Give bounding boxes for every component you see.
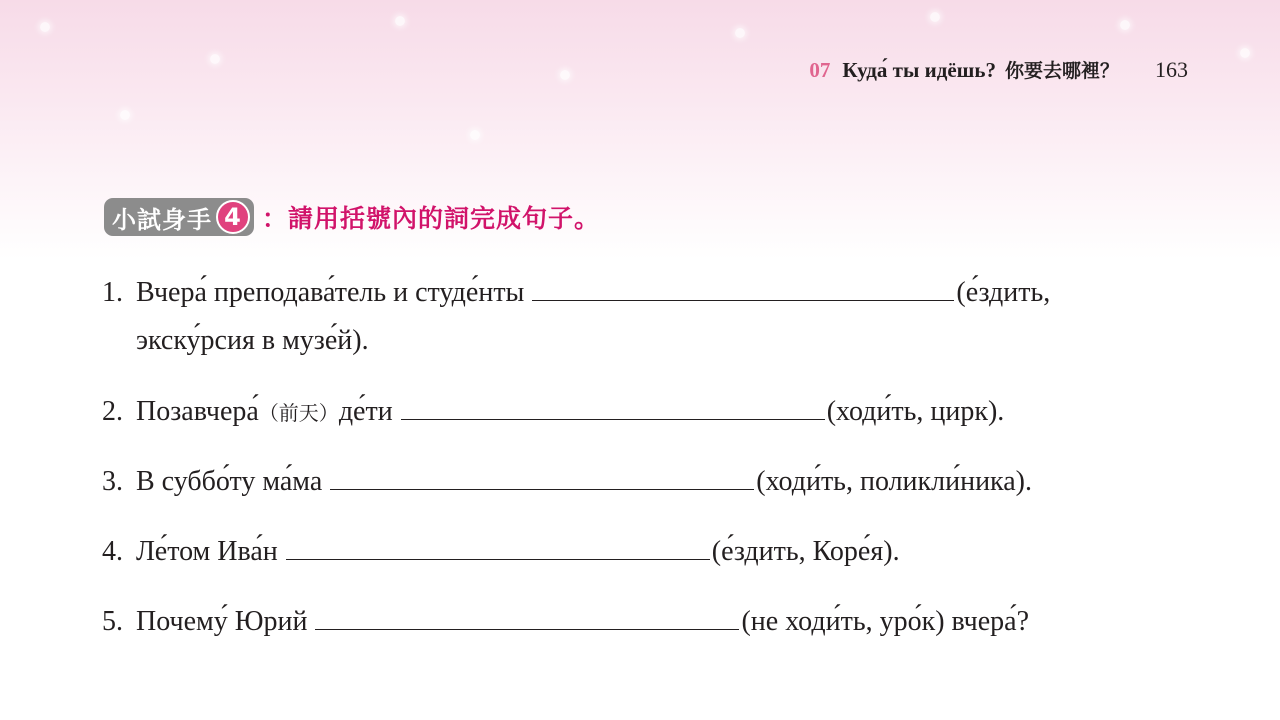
sparkle-decoration <box>560 70 570 80</box>
chapter-title-russian: Куда́ ты идёшь? <box>842 58 996 82</box>
exercise-item-3 <box>102 465 1032 498</box>
sparkle-decoration <box>395 16 405 26</box>
sparkle-decoration <box>930 12 940 22</box>
chapter-title-chinese: 你要去哪裡？ <box>1004 60 1119 82</box>
exercise-heading <box>104 198 600 236</box>
item-hint-continued: экску́рсия в музе́й). <box>136 325 369 356</box>
item-sentence: Ле́том Ива́н <box>136 536 278 567</box>
answer-blank <box>330 465 754 490</box>
item-sentence: Позавчера́ <box>136 396 259 427</box>
answer-blank <box>315 605 739 630</box>
page-number: 163 <box>1155 57 1188 82</box>
exercise-item-4 <box>102 535 900 568</box>
item-hint: (не ходи́ть, уро́к) вчера́? <box>741 606 1030 637</box>
sparkle-decoration <box>120 110 130 120</box>
sparkle-decoration <box>470 130 480 140</box>
chapter-number: 07 <box>809 58 831 82</box>
item-sentence: Вчера́ преподава́тель и студе́нты <box>136 277 525 308</box>
item-note-chinese: （前天） <box>258 401 339 425</box>
sparkle-decoration <box>1120 20 1130 30</box>
item-number: 4. <box>102 536 123 567</box>
exercise-item-1-continued <box>136 325 369 357</box>
item-number: 5. <box>102 606 123 637</box>
item-sentence: В суббо́ту ма́ма <box>136 466 323 497</box>
item-number: 3. <box>102 466 123 497</box>
item-hint: (ходи́ть, цирк). <box>826 396 1005 427</box>
answer-blank <box>401 395 825 420</box>
item-hint: (е́здить, Коре́я). <box>711 536 900 567</box>
exercise-item-5 <box>102 605 1029 638</box>
sparkle-decoration <box>1240 48 1250 58</box>
exercise-item-2 <box>102 395 1004 428</box>
exercise-instruction: ：請用括號內的詞完成句子。 <box>262 204 601 233</box>
sparkle-decoration <box>210 54 220 64</box>
exercise-number-circle: 4 <box>216 200 250 234</box>
item-sentence-cont: де́ти <box>338 396 393 427</box>
item-number: 1. <box>102 277 123 308</box>
item-hint: (е́здить, <box>956 277 1051 308</box>
page-header <box>809 56 1188 83</box>
sparkle-decoration <box>735 28 745 38</box>
answer-blank <box>286 535 710 560</box>
item-sentence: Почему́ Юрий <box>136 606 308 637</box>
exercise-badge <box>104 198 254 236</box>
sparkle-decoration <box>40 22 50 32</box>
exercise-item-1 <box>102 276 1050 309</box>
item-number: 2. <box>102 396 123 427</box>
item-hint: (ходи́ть, поликли́ника). <box>756 466 1032 497</box>
exercise-badge-label: 小試身手 <box>112 205 212 234</box>
answer-blank <box>532 276 954 301</box>
